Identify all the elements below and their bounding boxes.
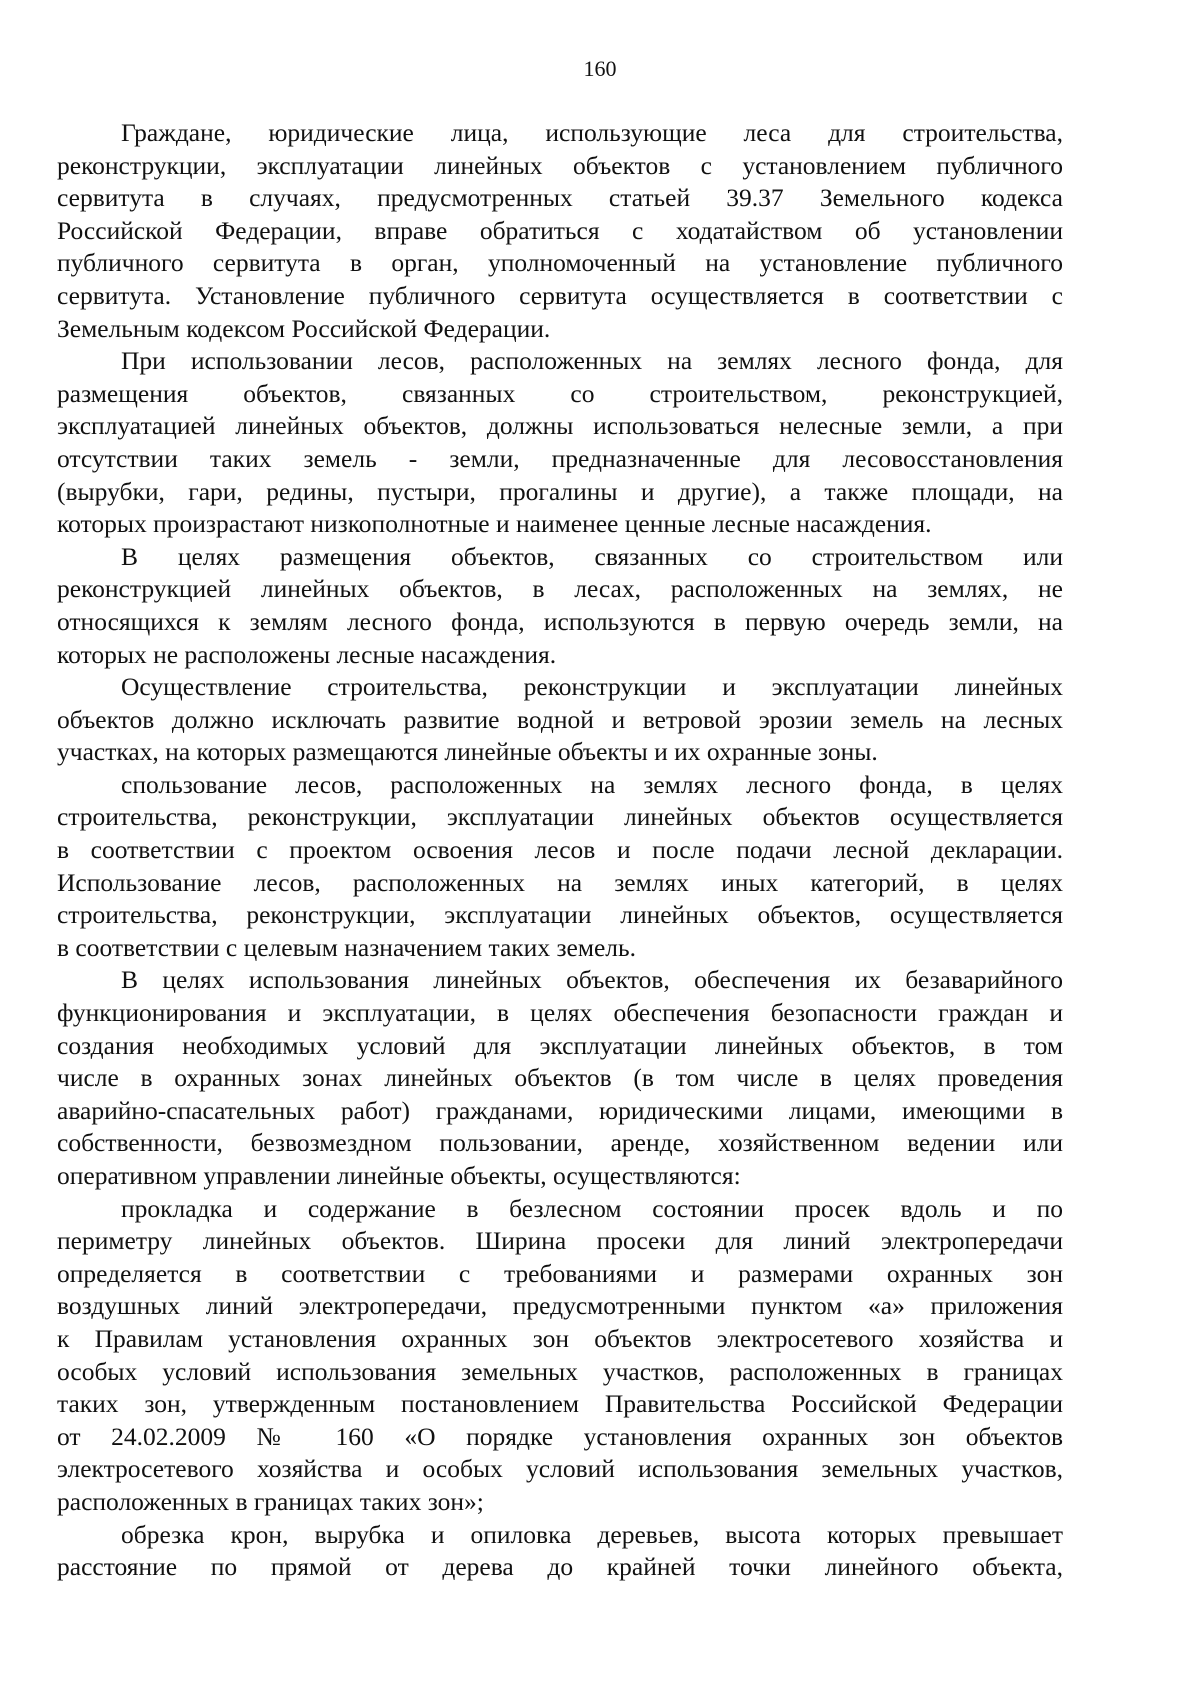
text-line: (вырубки, гари, редины, пустыри, прогалины и другие), а также площади, на xyxy=(57,476,1063,506)
text-line: таких зон, утвержденным постановлением Правительства Российской Федерации xyxy=(57,1389,1063,1419)
text-line: периметру линейных объектов. Ширина просеки для линий электропередачи xyxy=(57,1226,1063,1256)
text-line: в соответствии с целевым назначением таких земель. xyxy=(57,932,637,962)
paragraph xyxy=(57,1519,1063,1584)
text-line: создания необходимых условий для эксплуатации линейных объектов, в том xyxy=(57,1030,1063,1060)
text-line: реконструкцией линейных объектов, в лесах, расположенных на землях, не xyxy=(57,574,1063,604)
text-line: в соответствии с проектом освоения лесов и после подачи лесной декларации. xyxy=(57,835,1063,865)
paragraph xyxy=(57,541,1063,671)
text-line: Российской Федерации, вправе обратиться с ходатайством об установлении xyxy=(57,215,1063,245)
text-line: особых условий использования земельных участков, расположенных в границах xyxy=(57,1356,1063,1386)
text-line: сервитута в случаях, предусмотренных статьей 39.37 Земельного кодекса xyxy=(57,183,1063,213)
text-line: публичного сервитута в орган, уполномоченный на установление публичного xyxy=(57,248,1063,278)
paragraph xyxy=(57,671,1063,769)
text-line: к Правилам установления охранных зон объектов электросетевого хозяйства и xyxy=(57,1323,1063,1353)
paragraph xyxy=(57,117,1063,345)
text-line: которых не расположены лесные насаждения. xyxy=(57,639,557,669)
text-line: При использовании лесов, расположенных на землях лесного фонда, для xyxy=(121,346,1063,376)
text-line: отсутствии таких земель - земли, предназначенные для лесовосстановления xyxy=(57,443,1063,473)
text-line: обрезка крон, вырубка и опиловка деревьев, высота которых превышает xyxy=(121,1519,1063,1549)
paragraph xyxy=(57,769,1063,965)
text-line: аварийно-спасательных работ) гражданами, юридическими лицами, имеющими в xyxy=(57,1095,1063,1125)
text-line: числе в охранных зонах линейных объектов (в том числе в целях проведения xyxy=(57,1063,1063,1093)
text-line: функционирования и эксплуатации, в целях обеспечения безопасности граждан и xyxy=(57,998,1063,1028)
text-line: Использование лесов, расположенных на землях иных категорий, в целях xyxy=(57,867,1063,897)
text-line: прокладка и содержание в безлесном состоянии просек вдоль и по xyxy=(121,1193,1063,1223)
text-line: участках, на которых размещаются линейные объекты и их охранные зоны. xyxy=(57,737,878,767)
text-line: В целях размещения объектов, связанных со строительством или xyxy=(121,541,1063,571)
document-body xyxy=(57,117,1063,1584)
text-line: спользование лесов, расположенных на землях лесного фонда, в целях xyxy=(121,769,1063,799)
text-line: Граждане, юридические лица, использующие леса для строительства, xyxy=(121,118,1063,147)
page-number: 160 xyxy=(583,56,617,81)
text-line: относящихся к землям лесного фонда, используются в первую очередь земли, на xyxy=(57,606,1063,636)
text-line: которых произрастают низкополнотные и наименее ценные лесные насаждения. xyxy=(57,509,932,539)
text-line: размещения объектов, связанных со строительством, реконструкцией, xyxy=(57,378,1063,408)
paragraph xyxy=(57,964,1063,1192)
text-line: Земельным кодексом Российской Федерации. xyxy=(57,313,551,343)
paragraph xyxy=(57,1193,1063,1519)
paragraph xyxy=(57,345,1063,541)
text-line: реконструкции, эксплуатации линейных объектов с установлением публичного xyxy=(57,150,1063,180)
text-line: от 24.02.2009 № 160 «О порядке установления охранных зон объектов xyxy=(57,1421,1063,1451)
text-line: эксплуатацией линейных объектов, должны использоваться нелесные земли, а при xyxy=(57,411,1063,441)
text-line: объектов должно исключать развитие водной и ветровой эрозии земель на лесных xyxy=(57,704,1063,734)
text-line: собственности, безвозмездном пользовании, аренде, хозяйственном ведении или xyxy=(57,1128,1063,1158)
text-line: сервитута. Установление публичного сервитута осуществляется в соответствии с xyxy=(57,280,1063,310)
text-line: В целях использования линейных объектов, обеспечения их безаварийного xyxy=(121,965,1063,995)
text-line: расположенных в границах таких зон»; xyxy=(57,1486,484,1516)
text-line: расстояние по прямой от дерева до крайней точки линейного объекта, xyxy=(57,1552,1063,1582)
text-line: строительства, реконструкции, эксплуатации линейных объектов, осуществляется xyxy=(57,900,1063,930)
text-line: строительства, реконструкции, эксплуатации линейных объектов осуществляется xyxy=(57,802,1063,832)
text-line: определяется в соответствии с требованиями и размерами охранных зон xyxy=(57,1258,1063,1288)
text-line: Осуществление строительства, реконструкции и эксплуатации линейных xyxy=(121,672,1063,702)
text-line: воздушных линий электропередачи, предусмотренными пунктом «а» приложения xyxy=(57,1291,1063,1321)
text-line: электросетевого хозяйства и особых условий использования земельных участков, xyxy=(57,1454,1063,1484)
text-line: оперативном управлении линейные объекты, осуществляются: xyxy=(57,1161,741,1190)
